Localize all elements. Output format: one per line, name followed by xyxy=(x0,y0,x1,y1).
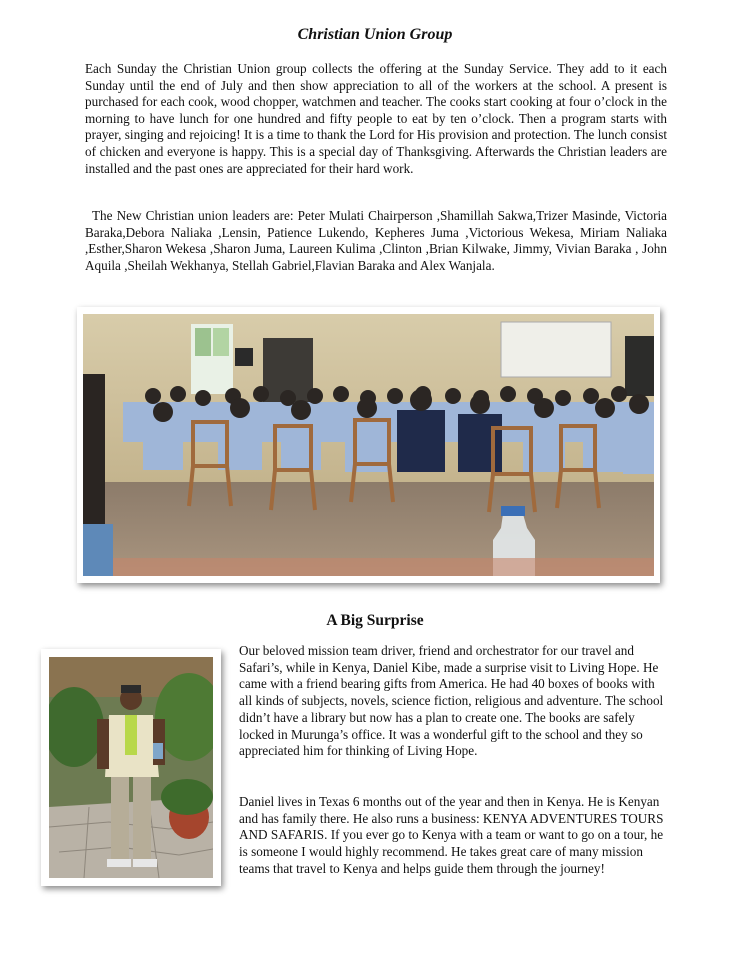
classroom-photo xyxy=(77,307,660,583)
big-surprise-paragraph: Our beloved mission team driver, friend and orchestrator for our travel and Safari’s, while in Kenya, Daniel Kibe, made a surprise visit to Living Hope. He came with a friend bearing gifts from America. He had 40 boxes of books with all kinds of subjects, novels, science fiction, religious and adventure. The school didn’t have a library but now has a plan to create one. The books are safely locked in Murunga’s office. It was a wonderful gift to the school and they so appreciated him for thinking of Living Hope. xyxy=(239,643,664,759)
section-title-big-surprise: A Big Surprise xyxy=(326,612,424,629)
christian-union-paragraph: Each Sunday the Christian Union group collects the offering at the Sunday Service. They add to it each Sunday until the end of July and then show appreciation to all of the workers at the school. A present is purchased for each cook, wood chopper, watchmen and teacher. The cooks start cooking at four o’clock in the morning to have lunch for one hundred and fifty people to eat by ten o’clock. Then a program starts with prayer, singing and rejoicing! It is a time to thank the Lord for His provision and protection. The lunch consist of chicken and everyone is happy. This is a special day of Thanksgiving. Afterwards the Christian leaders are installed and the past ones are appreciated for their hard work. xyxy=(85,61,667,176)
daniel-bio-paragraph: Daniel lives in Texas 6 months out of the year and then in Kenya. He is Kenyan and has family there. He also runs a business: KENYA ADVENTURES TOURS AND SAFARIS. If you ever go to Kenya with a team or want to go on a tour, he is someone I would highly recommend. He takes great care of many mission teams that travel to Kenya and helps guide them through the journey! xyxy=(239,794,664,876)
christian-union-leaders-paragraph: The New Christian union leaders are: Peter Mulati Chairperson ,Shamillah Sakwa,Trizer Masinde, Victoria Baraka,Debora Naliaka ,Lensin, Patience Lukendo, Kepheres Juma ,Victorious Wekesa, Miriam Naliaka ,Esther,Sharon Wekesa ,Sharon Juma, Laureen Kulima ,Clinton ,Brian Kilwake, Jimmy, Vivian Baraka , John Aquila ,Sheilah Wekhanya, Stellah Gabriel,Flavian Baraka and Alex Wanjala. xyxy=(85,208,667,273)
portrait-photo xyxy=(41,649,221,886)
section-title-christian-union: Christian Union Group xyxy=(297,26,453,43)
portrait-photo-image xyxy=(49,657,213,878)
classroom-photo-image xyxy=(83,314,654,576)
